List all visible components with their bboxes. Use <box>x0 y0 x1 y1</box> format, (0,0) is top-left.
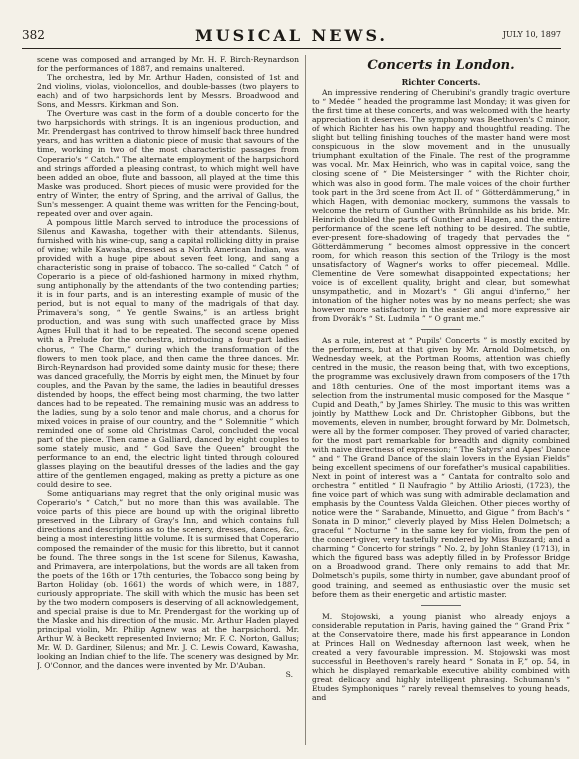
masthead-title: MUSICAL NEWS. <box>194 26 388 45</box>
column-divider <box>305 55 306 745</box>
author-signature: S. <box>285 670 293 680</box>
paragraph: A pompous little March served to introduce the processions of Silenus and Kawasha, together with their attendants. Silenus, furnished with his wine-cup, sang a capital rollicking ditty in praise of wine; while Kawasha, dressed as a North American Indian, was provided with a huge pipe about seven feet long, and sang a characteristic song in praise of tobacco. The so-called “ Catch ” of Coperario is a piece of old-fashioned harmony in mixed rhythm, sung antiphonally by the attendants of the two contending parties; it is in four parts, and is an interesting example of music of the period, but is not equal to many of the madrigals of that day. Primavera's song, “ Ye gentle Swains,” is an artless bright production, and was sung with such unaffected grace by Miss Agnes Hull that it had to be repeated. The second scene opened with a Prelude for the orchestra, introducing a four-part ladies chorus, “ The Charm,” during which the transformation of the flowers to men took place, and then came the three dances. Mr. Birch-Reynardson had provided some dainty music for these; there was danced gracefully, the Morris by eight men, the Minuet by four couples, and the Pavan by the same, the ladies in beautiful dresses distended by hoops, the effect being most charming, the two latter dances had to be repeated. The remaining music was an address to the ladies, sung by a solo tenor and male chorus, and a chorus for mixed voices in praise of our country, and the “ Solemnitie ” which reminded one of some old Christmas Carol, concluded the vocal part of the piece. Then came a Galliard, danced by eight couples to some stately music, and “ God Save the Queen” brought the performance to an end, the electric light tinted through coloured glasses playing on the beautiful dresses of the ladies and the gay attire of the gentlemen engaged, making as pretty a picture as one could desire to see. <box>37 217 299 490</box>
header-rule <box>22 48 561 49</box>
paragraph: The orchestra, led by Mr. Arthur Haden, consisted of 1st and 2nd violins, violas, violoncellos, and double-basses (two players to each) and of two harpsichords lent by Messrs. Broadwood and Sons, and Messrs. Kirkman and Son. <box>37 73 299 110</box>
issue-date: JULY 10, 1897 <box>502 30 561 39</box>
paragraph: As a rule, interest at “ Pupils' Concerts ” is mostly excited by the performers, but at that given by Mr. Arnold Dolmetsch, on Wednesday week, at the Portman Rooms, attention was chiefly centred in the music, the reason being that, with two exceptions, the programme was exclusively drawn from composers of the 17th and 18th centuries. One of the most important items was a selection from the instrumental music composed for the Masque “ Cupid and Death,” by James Shirley. The music to this was written jointly by Matthew Lock and Dr. Christopher Gibbons, but the movements, eleven in number, brought forward by Mr. Dolmetsch, were all by the former composer. They proved of varied character, for the most part remarkable for breadth and dignity combined with naive directness of expression; “ The Satyrs' and Apes' Dance ” and “ The Grand Dance of the slain lovers in the Eysian Fields” being excellent specimens of our forefather's musical capabilities. Next in point of interest was a “ Cantata for contralto solo and orchestra ” entitled “ Il Naufragio ” by Attilio Ariosti, (1723), the fine voice part of which was sung with admirable declamation and emphasis by the Countess Valda Gleichen. Other pieces worthy of notice were the “ Sarabande, Minuetto, and Gigue ” from Bach's “ Sonata in D minor,” cleverly played by Miss Helen Dolmetsch; a graceful “ Nocturne ” in the same key for violin, from the pen of the concert-giver, very tastefully rendered by Miss Buzzard; and a charming “ Concerto for strings ” No. 2, by John Stanley (1713), in which the figured bass was adeptly filled in by Professor Bridge on a Broadwood grand. There only remains to add that Mr. Dolmetsch's pupils, some thirty in number, gave abundant proof of good training, and seemed as enthusiastic over the music set before them as their energetic and artistic master. <box>312 336 570 599</box>
paragraph: An impressive rendering of Cherubini's grandly tragic overture to “ Medée ” headed the programme last Monday; it was given for the first time at these concerts, and was welcomed with the hearty appreciation it deserves. The symphony was Beethoven's C minor, of which Richter has his own happy and thoughtful reading. The slight but telling finishing touches of the master hand were most conspicuous in the slow movement and in the unusually triumphant exultation of the Finale. The rest of the programme was vocal. Mr. Max Heinrich, who was in capital voice, sang the closing scene of “ Die Meistersinger ” with the Richter choir, which was also in good form. The male voices of the choir further took part in the 3rd scene from Act II. of “ Götterdämmerung,” in which Hagen, with demoniac mockery, summons the vassals to welcome the return of Gunther with Brünnhilde as his bride. Mr. Heinrich doubled the parts of Gunther and Hagen, and the entire performance of the scene left nothing to be desired. The subtle, ever-present fore-shadowing of tragedy that pervades the “ Götterdämmerung ” becomes almost oppressive in the concert room, for which reason this section of the Trilogy is the most unsatisfactory of Wagner's works to offer piecemeal. Mdlle. Clementine de Vere somewhat disappointed expectations; her voice is of excellent quality, bright and clear, but somewhat unsympathetic, and in Mozart's “ Gli angui d'inferno,” her intonation of the higher notes was by no means perfect; she was however more satisfactory in the easier and more expressive air from Dvorák's “ St. Ludmila ” “ O grant me.” <box>312 88 570 324</box>
paragraph: scene was composed and arranged by Mr. H. F. Birch-Reynardson for the performances of 1887, and remains unaltered. <box>37 55 299 74</box>
section-subheading: Richter Concerts. <box>401 77 481 87</box>
left-column <box>37 55 299 747</box>
section-title: Concerts in London. <box>367 58 515 73</box>
paragraph: Some antiquarians may regret that the only original music was Coperario's “ Catch,” but no more than this was available. The voice parts of this piece are bound up with the original libretto preserved in the Library of Gray's Inn, and which contains full directions and descriptions as to the scenery, dresses, dances, &c., being a most interesting little volume. It is surmised that Coperario composed the remainder of the music for this libretto, but it cannot be found. The three songs in the 1st scene for Silenus, Kawasha, and Primavera, are interpolations, but the words are all taken from the poets of the 16th or 17th centuries, the Tobacco song being by Barton Holiday (ob. 1661) the words of which were, in 1887, curiously appropriate. The skill with which the music has been set by the two modern composers is deserving of all acknowledgement, and special praise is due to Mr. Prendergast for the working up of the Maske and his direction of the music. Mr. Arthur Haden played principal violin, Mr. Philip Agnew was at the harpsichord. Mr. Arthur W. à Beckett represented Invierno; Mr. F. C. Norton, Gallus; Mr. W. D. Gardiner, Silenus; and Mr. J. C. Lewis Coward, Kawasha, looking an Indian chief to the life. The scenery was designed by Mr. J. O'Connor, and the dances were invented by Mr. D'Auban. <box>37 489 299 671</box>
page-header <box>22 26 561 48</box>
page-number: 382 <box>22 28 45 42</box>
section-separator <box>421 329 461 330</box>
section-separator <box>421 605 461 606</box>
paragraph: The Overture was cast in the form of a double concerto for the two harpsichords with strings. It is an ingenious production, and Mr. Prendergast has contrived to throw himself back three hundred years, and has written a diatonic piece of music that savours of the time, working in two of the most characteristic passages from Coperario's “ Catch.” The alternate employment of the harpsichord and strings afforded a pleasing contrast, to which might well have been added an oboe, flute and bassoon, all played at the time this Maske was produced. Short pieces of music were provided for the entry of Winter, the entry of Spring, and the arrival of Gallus, the Sun's messenger. A quaint theme was written for the Fencing-bout, repeated over and over again. <box>37 109 299 218</box>
right-column <box>312 55 570 747</box>
paragraph: M. Stojowski, a young pianist who already enjoys a considerable reputation in Paris, having gained the “ Grand Prix ” at the Conservatoire there, made his first appearance in London at Princes Hall on Wednesday afternoon last week, when he created a very favourable impression. M. Stojowski was most successful in Beethoven's rarely heard “ Sonata in F,” op. 54, in which he displayed remarkable executive ability combined with great delicacy and highly intelligent phrasing. Schumann's “ Etudes Symphoniques ” rarely reveal themselves to young heads, and <box>312 611 570 703</box>
